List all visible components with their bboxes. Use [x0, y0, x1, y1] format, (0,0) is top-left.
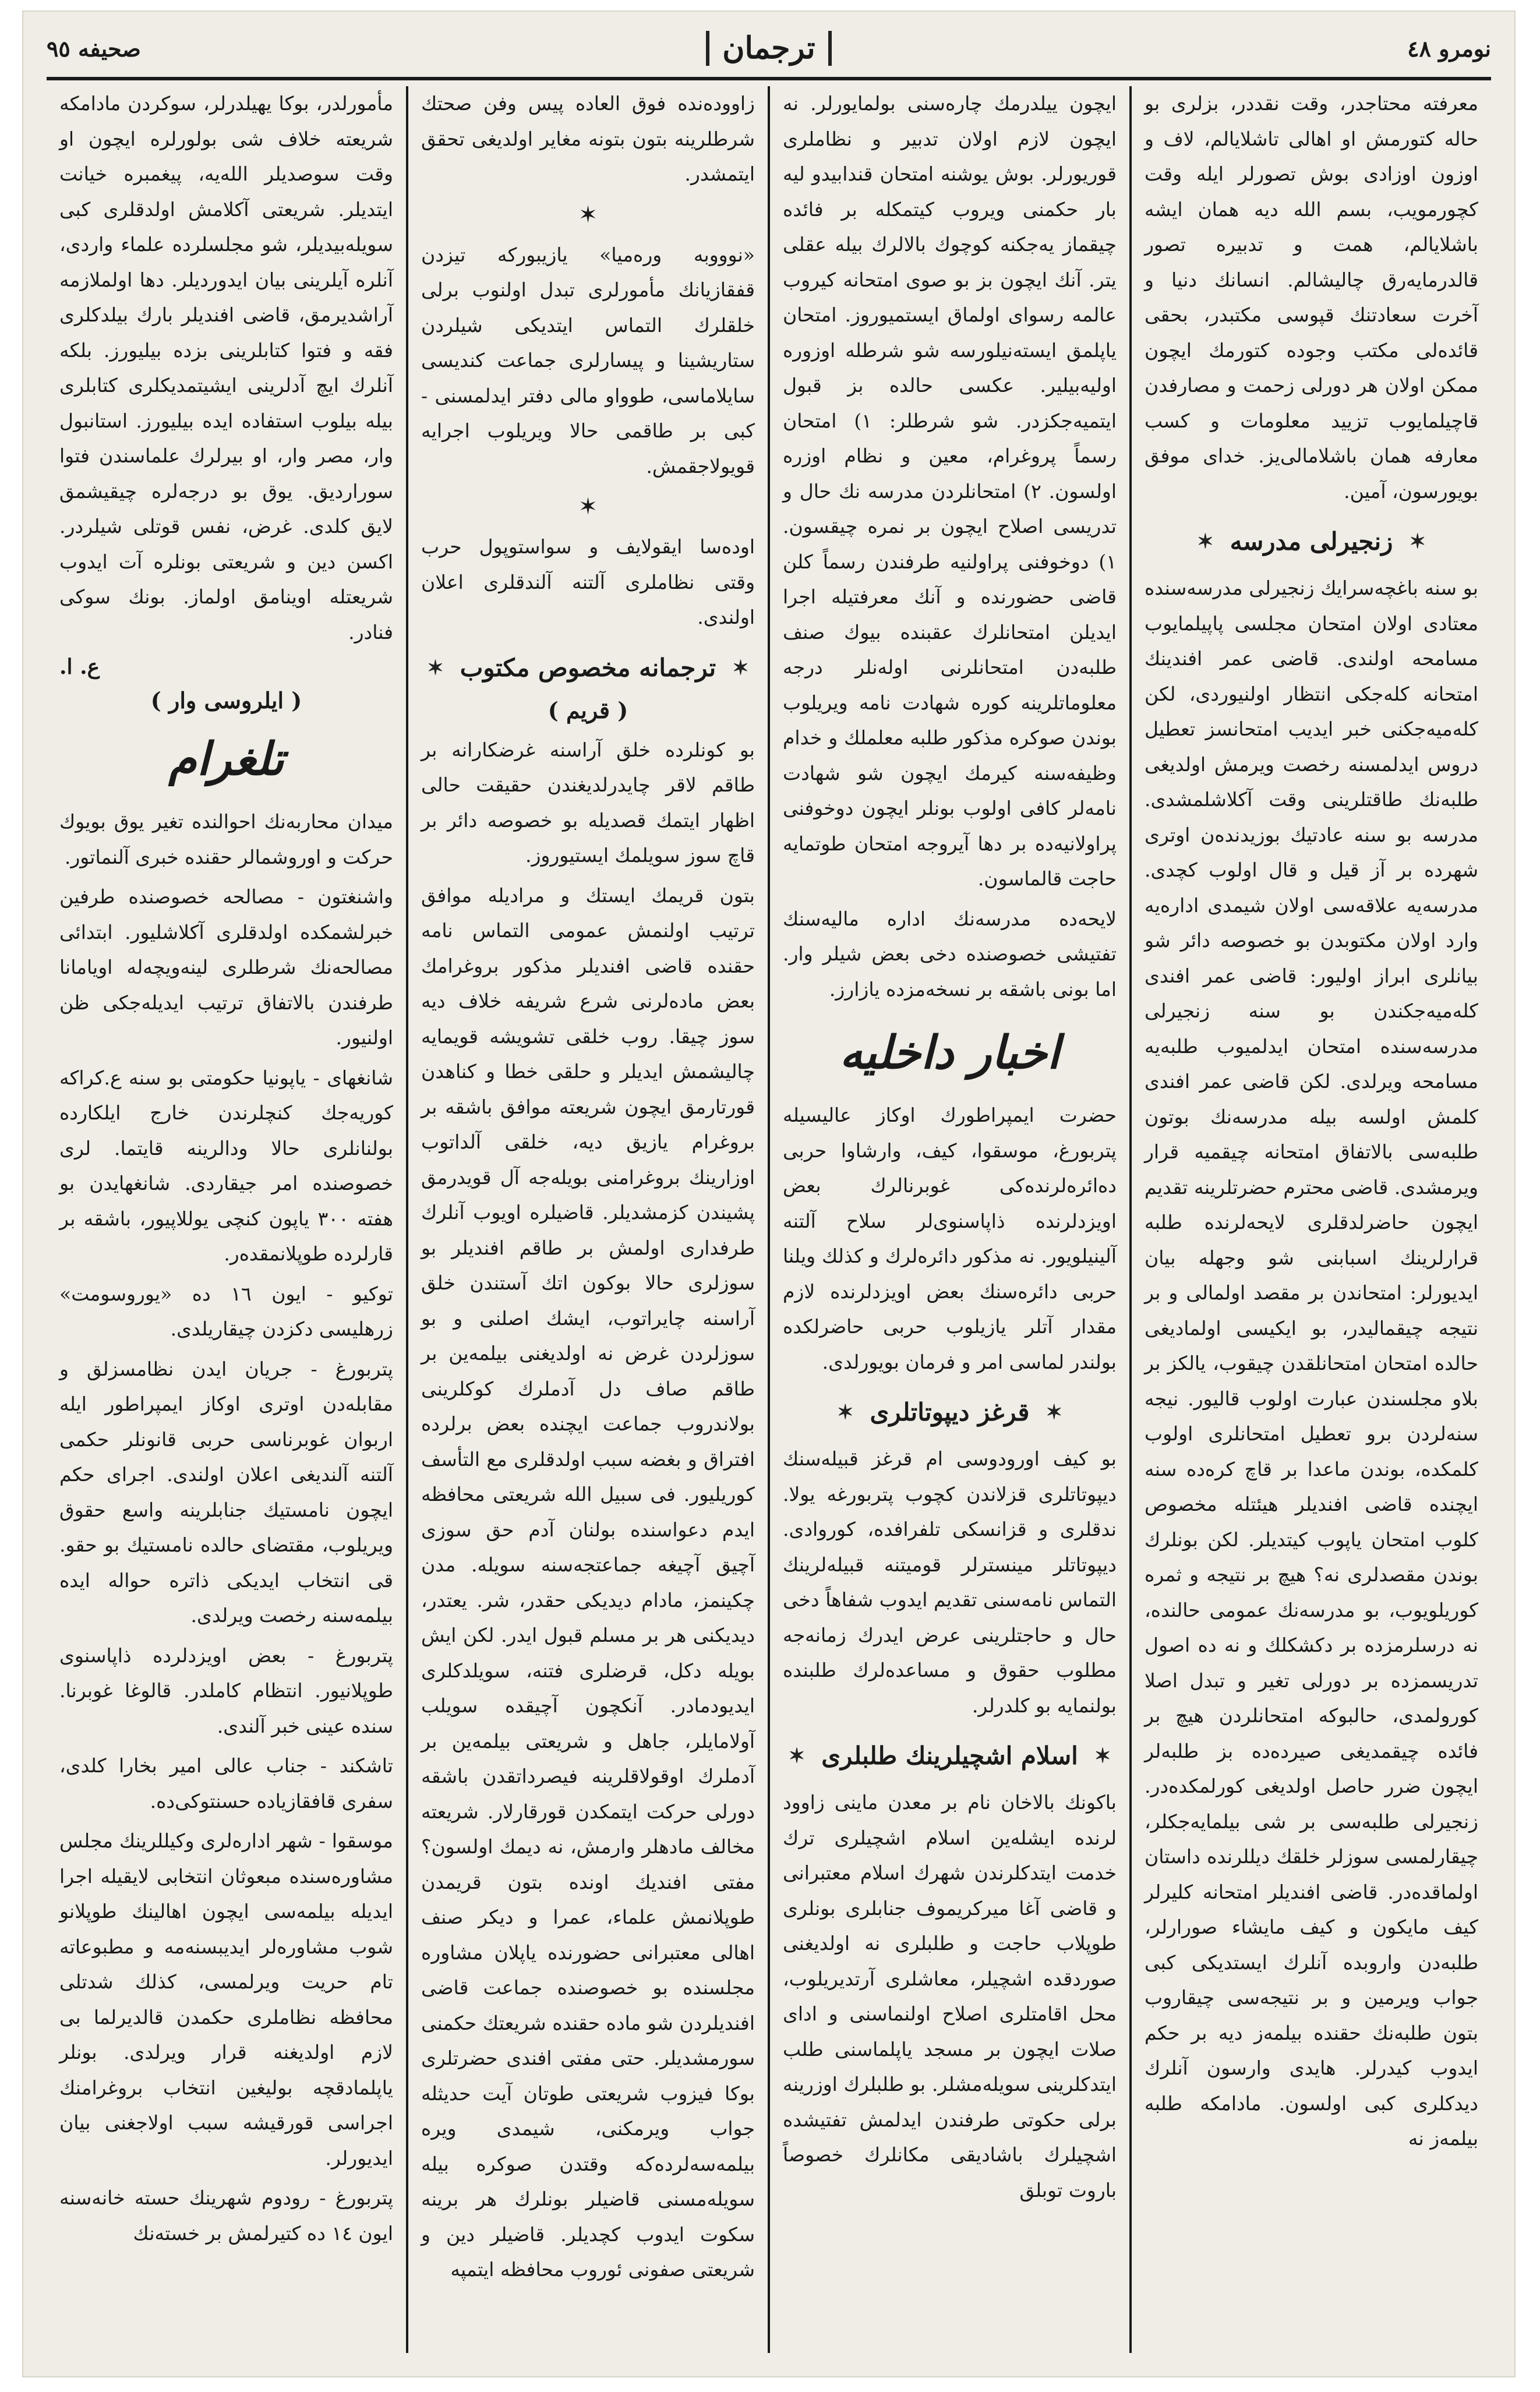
heading-text: زنجيرلی مدرسه	[1230, 527, 1393, 556]
ornament-icon: ✶	[788, 1744, 806, 1768]
article-paragraph: «نوووبه وره‌ميا» يازيبورکه تيزدن قفقازيانك مأمورلری تبدل اولنوب برلی خلقلرك التماس ايتديكی شيلردن ستاريشينا و پيسارلری جماعت كنديسی سايلاماسی، طوواو مالی دفتر ايدلمسنی - كبی بر طاقمی حالا ويريلوب اجرايه قويولاجقمش.	[421, 243, 755, 478]
article-paragraph: ميدان محاربه‌نك احوالنده تغير يوق بويوك حرکت و اوروشمالر حقنده خبری آلنماتور.	[59, 810, 393, 868]
section-heading	[783, 1395, 1117, 1430]
section-banner: اخبار داخليه	[839, 1026, 1060, 1079]
ornament-icon: ✶	[1094, 1744, 1111, 1768]
article-paragraph: اوده‌سا ايقولايف و سواستوپول حرب وقتی نظاملری آلتنه آلندقلری اعلان اولندی.	[421, 535, 755, 628]
article-columns	[47, 86, 1491, 2353]
newspaper-page	[23, 12, 1514, 2376]
column-1	[1129, 86, 1491, 2353]
heading-text: قرغز ديپوتاتلری	[870, 1398, 1030, 1426]
telegram-item: موسقوا - شهر اداره‌لری وكيللرينك مجلس مشاوره‌سنده مبعوثان انتخابی لايقيله اجرا ايديله بيلمه‌سی ايچون اهالينك طوپلانو شوب مشاوره‌لر ايديبسنه‌مه و مطبوعاته تام حريت ويرلمسی، كذلك شدتلی محافظه نظاملری حكمدن قالديرلما بی لازم اولديغنه قرار ويرلدی. بونلر ياپلمادقچه بوليغين انتخاب بروغرامنك اجراسی قورقيشه سبب اولاجغنی بيان ايديورلر.	[59, 1829, 393, 2170]
telegram-item: پتربورغ - جريان ايدن نظامسزلق و مقابله‌دن اوتری اوكاز ايمپراطور ايله اربوان غوبرناسی حربی قانونلر حكمی آلتنه آلنديغی اعلان اولندی. اجرای حكم ايچون نامستيك جنابلرينه واسع حقوق ويريلوب، مقتضای حالده نامستيك بو حقو. قی انتخاب ايديكی ذاتره حواله ايده بيلمه‌سنه رخصت ويرلدی.	[59, 1357, 393, 1627]
telegram-item: توکيو - ايون ١٦ ده «يوروسومت» زرهليسی دكزدن چيقاريلدی.	[59, 1282, 393, 1340]
issue-number: نومرو ٤٨	[1407, 35, 1491, 62]
ornament-icon: ✶	[732, 656, 749, 680]
article-paragraph: بو كونلرده خلق آراسنه غرضكارانه بر طاقم لاقر چايدرلديغندن حقيقت حالی اظهار ايتمك قصديله بو خصوصه دائر بر قاچ سوز سويلمك ايستيوروز.	[421, 738, 755, 867]
author-signature: ع. ا.	[59, 655, 100, 679]
section-heading	[421, 651, 755, 686]
ornament-icon: ✶	[1197, 530, 1214, 553]
telegram-item: پتربورغ - رودوم شهرينك حسته خانه‌سنه ايون ١٤ ده كتيرلمش بر خسته‌نك	[59, 2186, 393, 2245]
telegram-item: شانغهای - ياپونيا حكومتی بو سنه ع.كراكه كوريه‌جك كنچلرندن خارج ايلكارده بولنانلری حالا ودالرينه قايتما. لری خصوصنده امر جيقاردی. شانغهايدن بو هفته ٣٠٠ ياپون كنچی يوللاپيور، باشقه بر قارلرده طوپلانمقده‌ر.	[59, 1066, 393, 1265]
article-paragraph: لايحه‌ده مدرسه‌نك اداره ماليه‌سنك تفتيشی خصوصنده دخی بعض شيلر وار. اما بونی باشقه بر نسخه‌مزده يازارز.	[783, 907, 1117, 1001]
column-3	[406, 86, 768, 2353]
ornament-icon: ✶	[837, 1401, 854, 1424]
article-paragraph: زاووده‌نده فوق العاده پيس وفن صحتك شرطلرينه بتون بتونه مغاير اولديغی تحقق ايتمشدر.	[421, 92, 755, 185]
masthead-rule	[47, 77, 1491, 80]
divider-ornament-icon: ✶	[578, 493, 598, 520]
heading-text: اسلام اشچيلرينك طلبلری	[821, 1741, 1078, 1770]
dateline: ( قريم )	[548, 697, 628, 723]
article-paragraph: معرفته محتاجدر، وقت نقددر، بزلری بو حاله كتورمش او اهالی تاشلايالم، لاف و اوزون اوزادی بوش تصورلر ايله وقت كچورمويب، بسم الله ديه همان ايشه باشلايالم، همت و تدبيره تصور قالدرمايه‌رق چاليشالم. انسانك دنيا و آخرت سعادتنك قپوسی مكتبدر، بحقی قائده‌لی مكتب وجوده كتورمك ايچون ممكن اولان هر دورلی زحمت و مصارفدن قاچيلمايوب تزييد معلومات و كسب معارفه همان باشلامالی‌يز. خدای موفق بويورسون، آمين.	[1145, 92, 1478, 503]
telegram-item: تاشكند - جناب عالی امير بخارا كلدی، سفری قافقازياده حسنتوكی‌ده.	[59, 1754, 393, 1812]
heading-text: ترجمانه مخصوص مكتوب	[460, 653, 716, 682]
section-heading	[1145, 524, 1478, 559]
article-paragraph: مأمورلدر، بوكا يهيلدرلر، سوكردن مادامكه شريعته خلاف شی بولورلره ايچون او وقت سوصديلر الله‌يه، پيغمبره خيانت ايتديلر. شريعتی آكلامش اولدقلری كبی سويله‌بيديلر، شو مجلسلرده علماء واردی، آنلره آيلرينی بيان ايدورديلر. دها اولملازمه آراشديرمق، قاضی افنديلر بارك بيلدكلری فقه و فتوا كتابلرينی بزده بيليورز. بلكه آنلرك ايچ آدلرينی ايشيتمديكلری كتابلری بيله بيلوب استفاده ايده بيليورز. استانبول وار، مصر وار، او بيرلرك علماسندن فتوا سورارديق. يوق بو درجه‌لره چيقيشمق لايق كلدی. غرض، نفس قوتلی شيلردر. اكسن دين و شريعتی بونلره آت ايدوب شريعتله اوينامق اولماز. بونك سوكی فنادر.	[59, 92, 393, 644]
ornament-icon: ✶	[427, 656, 444, 680]
ornament-icon: ✶	[1409, 530, 1426, 553]
article-paragraph: بو كيف اورودوسی ام قرغز قبيله‌سنك ديپوتاتلری قزلاندن كچوب پتربورغه يولا. ندقلری و قزانسكی تلفرافده، كوروادی. ديپوتاتلر مينسترلر قومیتنه قبيله‌لرينك التماس نامه‌سنی تقديم ايدوب شفاهاً دخی حال و حاجتلرينی عرض ايدرك زمانه‌جه مطلوب حقوق و مساعده‌لرك طلبنده بولنمايه بو كلدرلر.	[783, 1447, 1117, 1717]
divider-ornament-icon: ✶	[578, 201, 598, 228]
masthead	[47, 22, 1491, 75]
continued-note: ( ايلروسی وار )	[150, 687, 302, 713]
article-paragraph: باكونك بالاخان نام بر معدن ماينی زاوود لرنده ايشله‌ين اسلام اشچيلری ترك خدمت ايتدكلرندن شهرك اسلام معتبرانی و قاضی آغا ميركريموف جنابلری بونلری طوپلاب حاجت و طلبلری نه اولديغنی صوردقده اشچيلر، معاشلری آرتديريلوب، محل اقامتلری اصلاح اولنماسنی و اداى صلات ايچون بر مسجد ياپلماسنی طلب ايتدكلرينی سويله‌مشلر. بو طلبلرك اوزرينه برلی حكوتی طرفندن ايدلمش تفتيشده اشچيلرك باشاديقی مكانلرك خصوصاً باروت توبلق	[783, 1791, 1117, 2202]
column-2	[768, 86, 1129, 2353]
section-banner: تلغرام	[168, 733, 284, 786]
section-heading	[783, 1739, 1117, 1773]
article-paragraph: حضرت ايمپراطورك اوكاز عاليسيله پتربورغ، موسقوا، كيف، وارشاوا حربی ده‌ائره‌لرنده‌كی غوبرنالرك بعض اويزدلرنده ذاپاسنوی‌لر سلاح آلتنه آلينيلويور. نه مذكور دائره‌لرك و كذلك ويلنا حربی دائره‌سنك بعض اويزدلرنده لازم مقدار آتلر يازيلوب حربی حاضرلكده بولندر لماسی امر و فرمان بويورلدی.	[783, 1104, 1117, 1373]
article-paragraph: بتون قريمك ايستك و مراديله موافق ترتيب اولنمش عمومی التماس نامه حقنده قاضی افنديلر مذكور بروغرامك بعض ماده‌لرنی شرع شريفه خلاف ديه سوز چيقا. روب خلقی تشويشه قويمايه چاليشمش ايديلر و حلقی خطا و كناهدن قورتارمق ايچون شريعته موافق باشقه بر بروغرام يازيق ديه، خلقی آلداتوب اوزارينك بروغرامنی بويله‌جه آل قويدرمق پشيندن كزمشديلر. قاضيلره اويوب آنلرك طرفداری اولمش بر طاقم افنديلر بو سوزلری حالا بوكون اتك آستندن خلق آراسنه چايراتوب، ايشك اصلنی و بو سوزلردن غرض نه اولديغنی بيلمه‌ين بر طاقم صاف دل آدملرك كوكلرينی بولاندروب جماعت ايچنده بعض برلرده افتراق و بغضه سبب اولدقلری مع التأسف كوريليور. فی سبيل الله شريعتی محافظه ايدم دعواسنده بولنان آدم حق سوزی آچيق آچيغه جماعتجه‌سنه سويله. مدن چكينمز، مادام ديديكی حقدر، شر. يعتدر، ديديكنی هر بر مسلم قبول ايدر. لكن ايش بويله دكل، قرضلری فتنه، سويلدكلری ايديودمادر. آنكچون آچيقده سويلب آولامايلر، جاهل و شريعتی بيلمه‌ين بر آدملرك اوقولاقلرينه فيصرداتقدن باشقه دورلی حركت ايتمكدن قورقارلار. شريعته مخالف مادهلر وارمش، نه ديمك اولسون؟ مفتی افنديك اونده بتون قريمدن طوپلانمش علماء، عمرا و ديكر صنف اهالی معتبرانی حضورنده ياپلان مشاوره مجلسنده بو خصوصنده جماعت قاضی افنديلردن شو ماده حقنده شريعتك حكمنی سورمشديلر. حتی مفتی افندی حضرتلری بوكا فيزوب شريعتی طوتان آيت حديثله جواب ويرمكنی، شيمدی ويره بيلمه‌سه‌لرده‌كه وقتدن صوكره بيله سويله‌مسنی قاضيلر بونلرك هر برينه سكوت ايدوب كچديلر. قاضيلر دين و شريعتی صفونی ئوروب محافظه ايتمپه	[421, 884, 755, 2281]
telegram-item: پتربورغ - بعض اويزدلرده ذاپاسنوی طوپلانيور. انتظام كاملدر. قالوغا غوبرنا. سنده عينی خبر آلندی.	[59, 1644, 393, 1737]
newspaper-title: ترجمان	[706, 31, 831, 66]
page-number: صحيفه ٩٥	[47, 35, 141, 62]
telegram-item: واشنغتون - مصالحه خصوصنده طرفين خبرلشمكده اولدقلری آكلاشليور. ابتدائی مصالحه‌نك شرطلری لينه‌ويچه‌له اويامانا طرفندن بالاتفاق ترتيب ايديله‌جكی ظن اولنيور.	[59, 885, 393, 1049]
article-paragraph: بو سنه باغچه‌سرايك زنجيرلی مدرسه‌سنده معتادی اولان امتحان مجلسی پاپيلمايوب مسامحه اولندی. قاضی عمر افندينك امتحانه كله‌جكی انتظار اولنيوردی، لكن كله‌ميه‌جكنی خبر ايديب امتحانسز تعطيل دروس ايدلمسنه رخصت ويرمش اولديغی طلبه‌نك طاقتلرينی وقت آكلاشلمشدی. مدرسه بو سنه عادتيك بوزيدنده‌ن اوتری شهرده بر آز قيل و قال اولوب كچدی. مدرسه‌يه علاقه‌سی اولان شيمدی اداره‌يه وارد اولان مكتوبدن بو خصوصه دائر شو بيانلری ابراز اوليور: قاضی عمر افندی كله‌ميه‌جكندن بو سنه زنجيرلی مدرسه‌سنده امتحان ايدلميوب طلبه‌يه مسامحه ويرلدی. لكن قاضی عمر افندی كلمش اولسه بيله مدرسه‌نك بوتون طلبه‌سی بالاتفاق امتحانه چيقميه قرار ويرمشدی. قاضی محترم حضرتلرينه تقديم ايچون حاضرلدقلری لايحه‌لرنده طلبه قرارلرينك اسبابنی شو وجهله بيان ايديورلر: امتحاندن بر مقصد اولمالی و بر نتيجه چيقماليدر، بو ايكيسی اولماديغی حالده امتحان امتحانلقدن چيقوب، يالكز بر بلاو مجلسندن عبارت اولوب قاليور. نيجه سنه‌لردن برو تعطيل امتحانلری اولوب كلمكده، بوندن ماعدا بر قاچ كره‌ده سنه ايچنده قاضی افنديلر هيئتله مخصوص كلوب امتحان ياپوب كيتديلر. لكن بونلرك بوندن مقصدلری نه؟ هيچ بر نتيجه و ثمره كوريلويوب، بو مدرسه‌نك عمومی حالنده، نه درسلرمزده بر دكشكلك و نه ده اصول تدريسمزده بر دورلی تغير و تبدل اصلا كورولمدی، حالبوكه امتحانلردن هيچ بر فائده چيقمديغی صيرده‌ده بز طلبه‌لر ايچون ضرر حاصل اولديغی كورلمكده‌در. زنجيرلی طلبه‌سی بر شی بيلمايه‌جكلر، چيقارلمسی سوزلر خلقك ديللرنده داستان اولماقده‌در. قاضی افنديلر امتحانه كليرلر كيف مايكون و كيف مايشاء صورارلر، طلبه‌دن واروبده آنلرك ايستديكی كبی جواب ويرمين و بر نتيجه‌سی چيقاروب بتون طلبه‌نك حقنده بيلمه‌ز ديه بر حكم ايدوب كيدرلر. هايدی وارسون آنلرك ديدكلری كبی اولسون. مادامكه طلبه بيلمه‌ز نه	[1145, 577, 1478, 2150]
article-paragraph: ايچون ييلدرمك چاره‌سنی بولمايورلر. نه ايچون لازم اولان تدبير و نظاملری قوريورلر. بوش يوشنه امتحان قندابيدو ليه بار حكمنی ويروب كيتمكله بر فائده چيقماز يه‌جكنه كوچوك بالالرك بيله عقلی يتر. آنك ايچون بز بو صوی امتحانه كيروب عالمه رسوای اولماق ايستميوروز. امتحان ياپلمق ايسته‌نيلورسه شو شرطله اوزوره اوليه‌بيلير. عكسی حالده بز قبول ايتميه‌جكزدر. شو شرطلر: ١) امتحان رسماً پروغرام، معين و نظام اوزره اولسون. ٢) امتحانلردن مدرسه نك حال و تدريسی اصلاح ايچون بر نمره چيقسون. ١) دوخوفنی پراولنيه طرفندن رسماً كلن قاضی حضورنده و آنك معرفتيله اجرا ايديلن امتحانلرك عقبنده بيوك صنف طلبه‌دن امتحانلرنی اوله‌نلر درجه معلوماتلرينه كوره شهادت نامه ويريلوب بوندن صوكره مذكور طلبه معلملك و خدام وظيفه‌سنه كيرمك ايچون شو شهادت نامه‌لر كافی اولوب بونلر ايچون دوخوفنی پراولانيه‌ده بر دها آيروجه امتحان طوتمايه حاجت قالماسون.	[783, 92, 1117, 890]
ornament-icon: ✶	[1045, 1401, 1062, 1424]
column-4	[47, 86, 406, 2353]
